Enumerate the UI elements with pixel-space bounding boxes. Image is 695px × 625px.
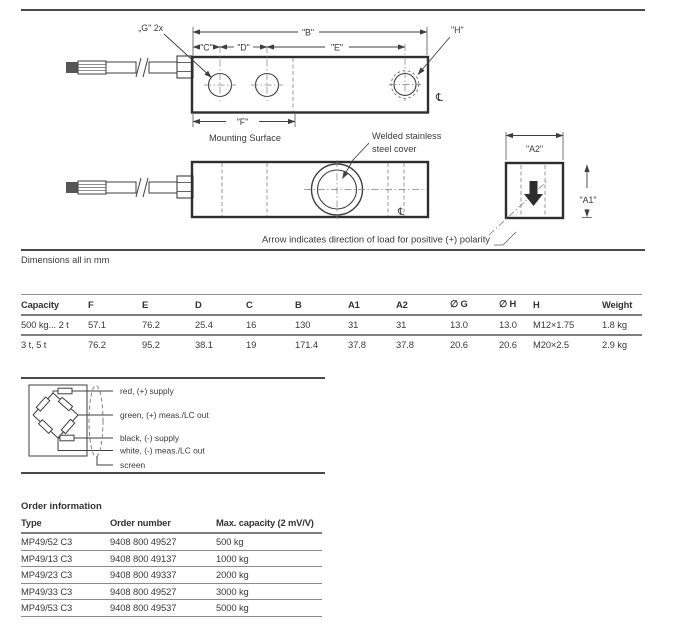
col-f: F — [88, 295, 142, 316]
dim-label-c: "C" — [200, 42, 213, 53]
cell: 13.0 — [499, 315, 533, 335]
dim-label-f: "F" — [236, 117, 249, 127]
order-number-cell: 9408 800 49537 — [110, 600, 216, 617]
capacity-cell: 2000 kg — [216, 567, 322, 584]
type-cell: MP49/53 C3 — [21, 600, 110, 617]
cell: 1.8 kg — [602, 315, 642, 335]
type-cell: MP49/23 C3 — [21, 567, 110, 584]
cell: 171.4 — [295, 339, 318, 350]
welded-cover-label-line2: steel cover — [372, 144, 417, 154]
capacity-cell: 3000 kg — [216, 583, 322, 600]
dimensions-table — [21, 294, 642, 354]
cell: 76.2 — [142, 315, 195, 335]
wiring-label-red: red, (+) supply — [120, 386, 174, 396]
table-row — [21, 567, 322, 584]
col-capacity: Capacity — [21, 295, 88, 316]
cell: 16 — [246, 315, 295, 335]
cell: 130 — [295, 315, 348, 335]
cell: 38.1 — [195, 339, 213, 350]
table-row — [21, 583, 322, 600]
dim-label-a2: "A2" — [525, 144, 544, 154]
cell: 13.0 — [450, 315, 499, 335]
load-cell-top-view — [66, 27, 450, 127]
col-h: H — [533, 295, 602, 316]
arrow-direction-caption: Arrow indicates direction of load for positive (+) polarity — [262, 233, 490, 245]
table-row — [21, 550, 322, 567]
centerline-symbol-side: ℄ — [398, 207, 405, 218]
capacity-cell: 1000 kg — [216, 550, 322, 567]
wiring-label-white: white, (-) meas./LC out — [120, 445, 205, 456]
table-row — [21, 533, 322, 550]
dim-label-d: "D" — [237, 42, 250, 53]
dim-label-e: "E" — [330, 42, 344, 53]
col-dia-g: ∅ G — [450, 295, 499, 316]
wiring-label-black: black, (-) supply — [120, 433, 180, 443]
order-information-table — [21, 516, 322, 617]
col-d: D — [195, 295, 246, 316]
cell: 3 t, 5 t — [21, 339, 47, 350]
order-number-cell: 9408 800 49527 — [110, 583, 216, 600]
col-e: E — [142, 295, 195, 316]
mounting-surface-label: Mounting Surface — [208, 133, 282, 143]
capacity-cell: 500 kg — [216, 533, 322, 550]
order-number-cell: 9408 800 49527 — [110, 533, 216, 550]
col-order-number: Order number — [110, 516, 216, 533]
col-a1: A1 — [348, 295, 396, 316]
wiring-diagram — [29, 385, 113, 465]
cell: 25.4 — [195, 315, 246, 335]
dim-label-a1: "A1" — [579, 195, 597, 205]
col-b: B — [295, 295, 348, 316]
type-cell: MP49/52 C3 — [21, 533, 110, 550]
order-information-title: Order information — [21, 501, 102, 512]
centerline-symbol-top: ℄ — [436, 92, 444, 104]
cell: 95.2 — [142, 339, 160, 350]
table-row — [21, 600, 322, 617]
cell: 20.6 — [499, 339, 517, 350]
cell: 19 — [246, 339, 257, 350]
load-cell-side-view — [66, 143, 516, 245]
col-max-capacity: Max. capacity (2 mV/V) — [216, 516, 322, 533]
capacity-cell: 5000 kg — [216, 600, 322, 617]
order-header-row — [21, 516, 322, 533]
table-row — [21, 315, 642, 335]
type-cell: MP49/13 C3 — [21, 550, 110, 567]
order-number-cell: 9408 800 49337 — [110, 567, 216, 584]
cell: 57.1 — [88, 315, 142, 335]
dimensions-header-row — [21, 295, 642, 316]
cell: 37.8 — [396, 339, 414, 350]
wiring-label-screen: screen — [120, 460, 146, 470]
cell: 20.6 — [450, 339, 468, 350]
order-number-cell: 9408 800 49137 — [110, 550, 216, 567]
cell: 31 — [348, 315, 396, 335]
col-type: Type — [21, 516, 110, 533]
cell: 2.9 kg — [602, 339, 627, 350]
cell: M20×2.5 — [533, 339, 570, 350]
welded-cover-label-line1: Welded stainless — [372, 131, 442, 141]
col-a2: A2 — [396, 295, 450, 316]
col-c: C — [246, 295, 295, 316]
dim-label-b: "B" — [301, 27, 315, 38]
dim-label-h: "H" — [451, 25, 464, 35]
cell: 31 — [396, 315, 450, 335]
cell: M12×1.75 — [533, 315, 602, 335]
dimensions-note: Dimensions all in mm — [21, 255, 110, 265]
cell: 76.2 — [88, 339, 106, 350]
col-dia-h: ∅ H — [499, 295, 533, 316]
cell: 37.8 — [348, 339, 366, 350]
type-cell: MP49/33 C3 — [21, 583, 110, 600]
cell: 500 kg... 2 t — [21, 315, 88, 335]
wiring-label-green: green, (+) meas./LC out — [120, 410, 209, 420]
dim-label-g: „G" 2x — [138, 23, 163, 33]
table-row — [21, 335, 642, 354]
col-weight: Weight — [602, 295, 642, 316]
